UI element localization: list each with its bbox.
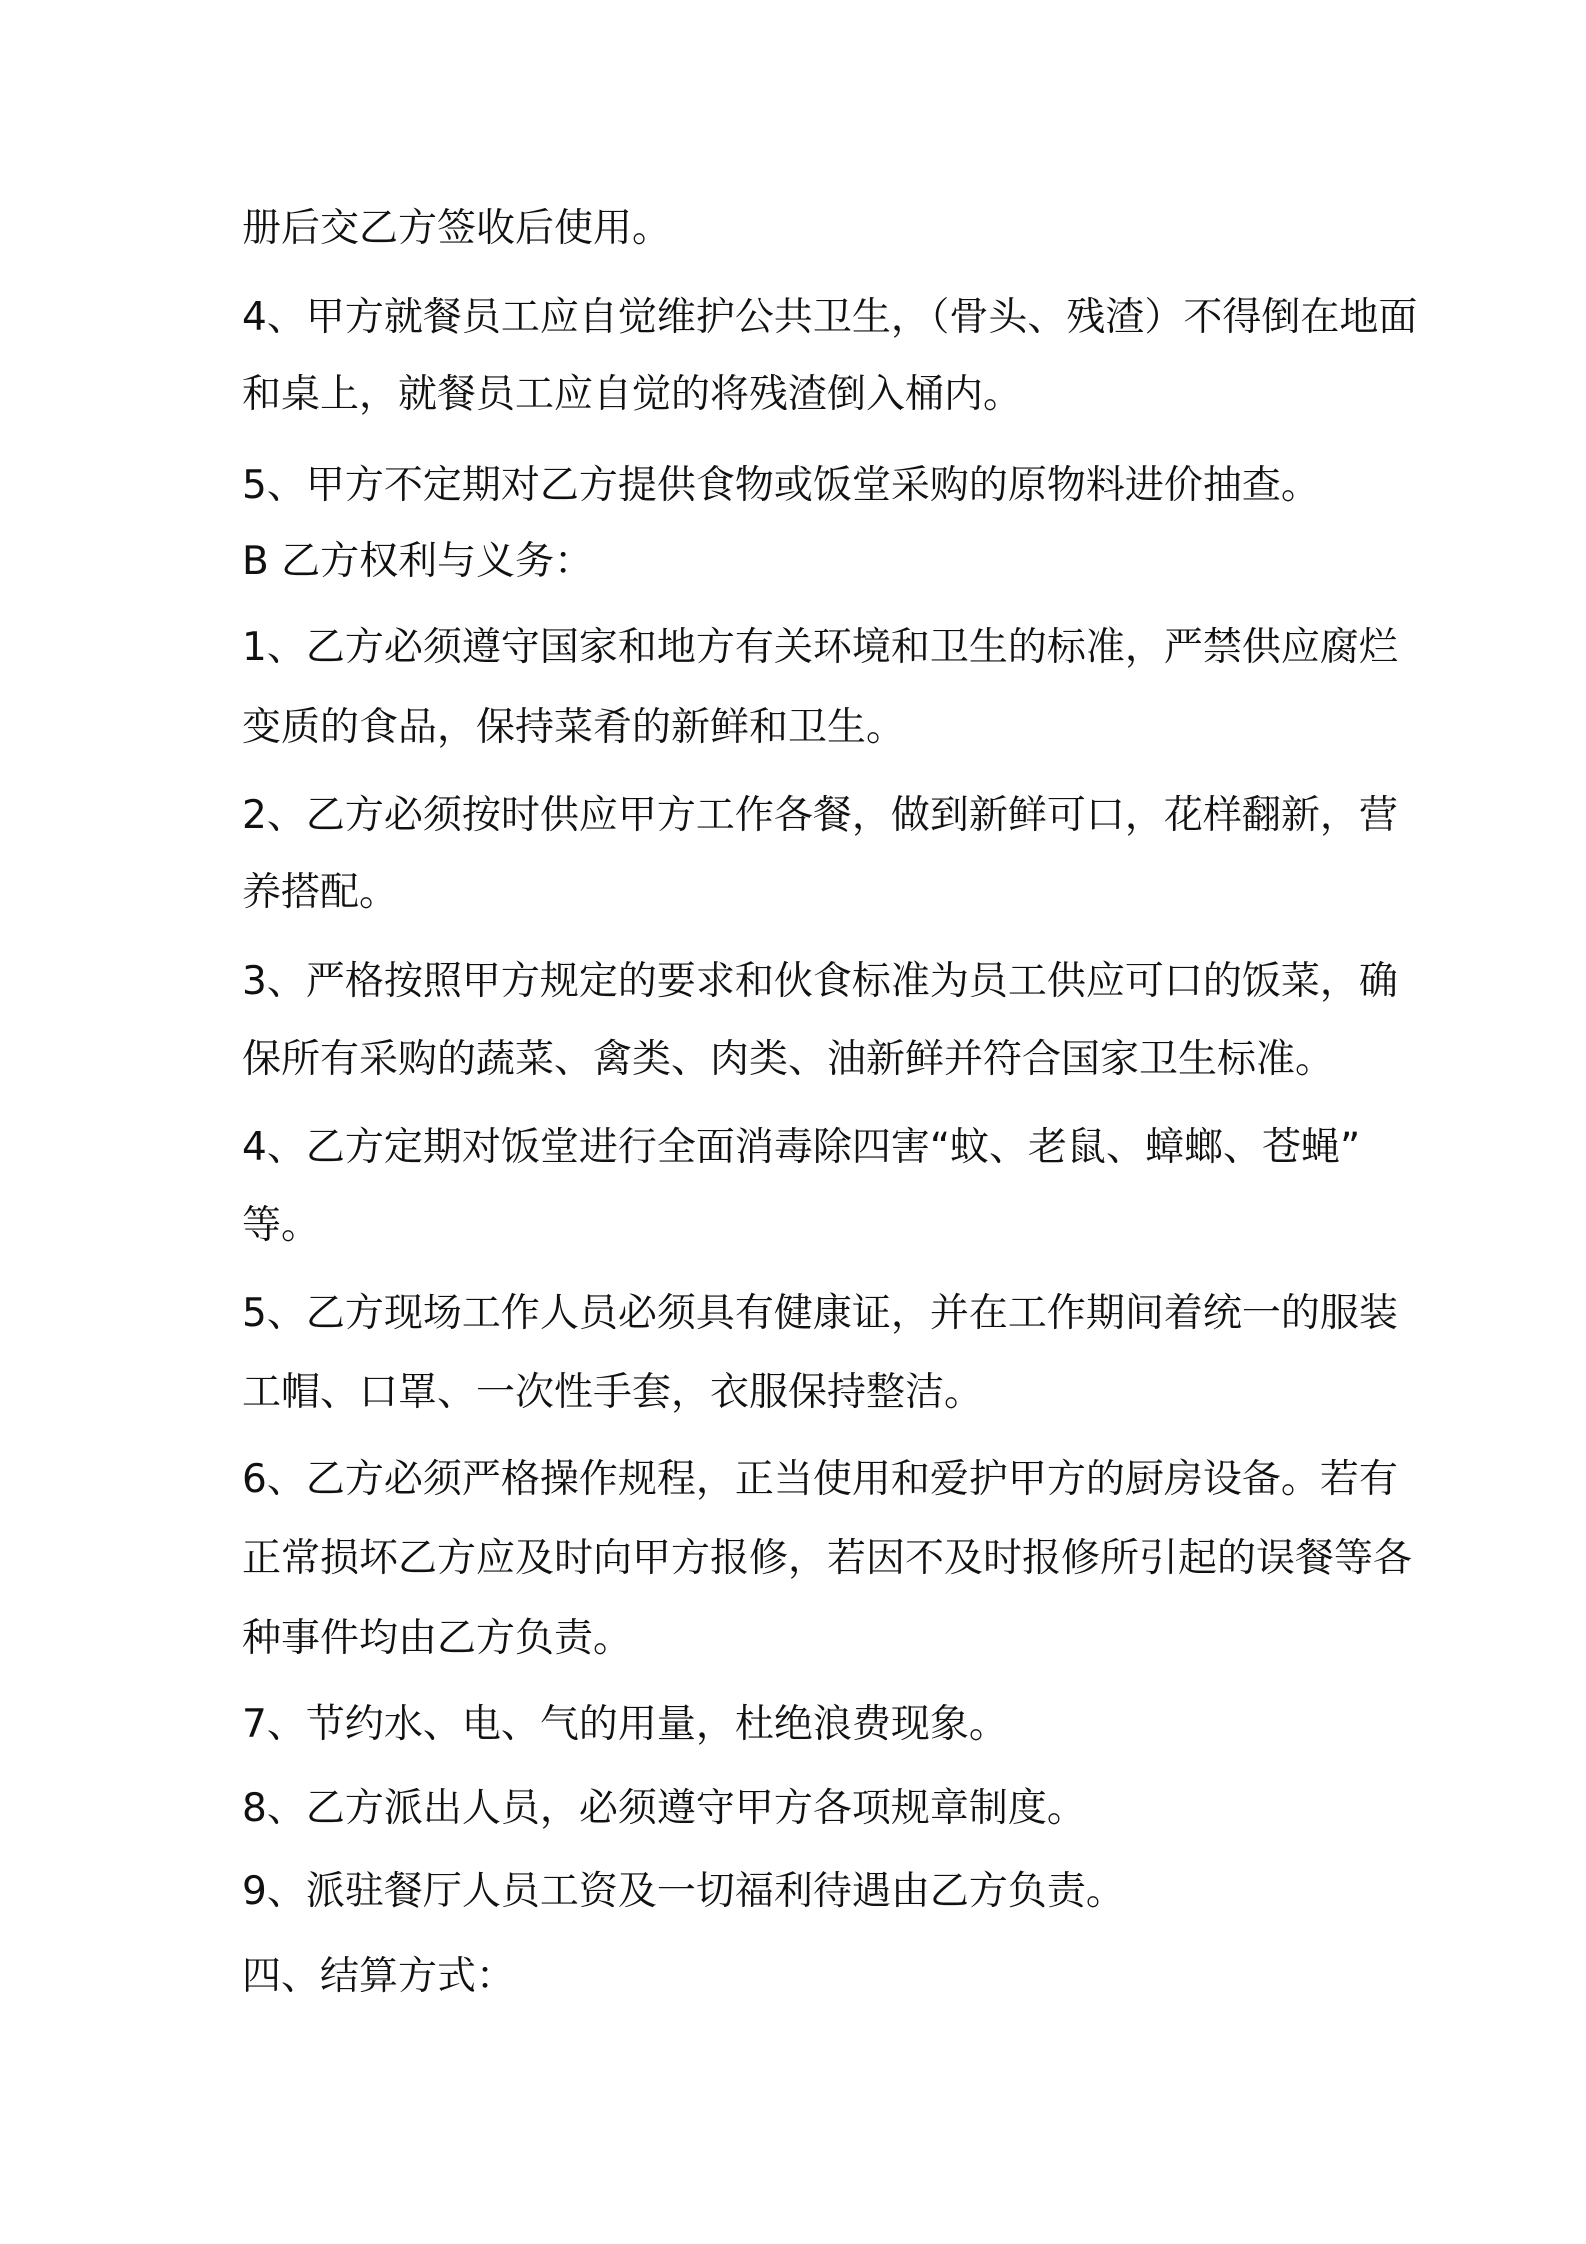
text-line: 和桌上，就餐员工应自觉的将残渣倒入桶内。 — [242, 372, 1023, 417]
text-line: 8、乙方派出人员，必须遵守甲方各项规章制度。 — [242, 1786, 1086, 1831]
text-line: 3、严格按照甲方规定的要求和伙食标准为员工供应可口的饭菜，确 — [242, 959, 1398, 1004]
text-line: 种事件均由乙方负责。 — [242, 1616, 633, 1661]
text-line: 2、乙方必须按时供应甲方工作各餐，做到新鲜可口，花样翻新，营 — [242, 793, 1398, 838]
text-line: 4、甲方就餐员工应自觉维护公共卫生，（骨头、残渣）不得倒在地面 — [242, 295, 1418, 340]
text-line: 养搭配。 — [242, 870, 399, 915]
section-heading: B 乙方权利与义务： — [242, 539, 594, 584]
text-line: 等。 — [242, 1203, 321, 1248]
text-line: 工帽、口罩、一次性手套，衣服保持整洁。 — [242, 1370, 984, 1415]
text-line: 册后交乙方签收后使用。 — [242, 206, 672, 251]
text-line: 变质的食品，保持菜肴的新鲜和卫生。 — [242, 705, 906, 750]
text-line: 正常损坏乙方应及时向甲方报修，若因不及时报修所引起的误餐等各 — [242, 1536, 1413, 1581]
text-line: 4、乙方定期对饭堂进行全面消毒除四害“蚊、老鼠、蟑螂、苍蝇” — [242, 1125, 1361, 1170]
text-line: 6、乙方必须严格操作规程，正当使用和爱护甲方的厨房设备。若有 — [242, 1457, 1398, 1502]
section-heading: 四、结算方式： — [242, 1954, 516, 1999]
text-line: 7、节约水、电、气的用量，杜绝浪费现象。 — [242, 1702, 1008, 1747]
text-line: 5、甲方不定期对乙方提供食物或饭堂采购的原物料进价抽查。 — [242, 463, 1320, 508]
text-line: 1、乙方必须遵守国家和地方有关环境和卫生的标准，严禁供应腐烂 — [242, 625, 1398, 670]
text-line: 5、乙方现场工作人员必须具有健康证，并在工作期间着统一的服装 — [242, 1291, 1398, 1336]
text-line: 保所有采购的蔬菜、禽类、肉类、油新鲜并符合国家卫生标准。 — [242, 1037, 1335, 1082]
text-line: 9、派驻餐厅人员工资及一切福利待遇由乙方负责。 — [242, 1869, 1125, 1914]
